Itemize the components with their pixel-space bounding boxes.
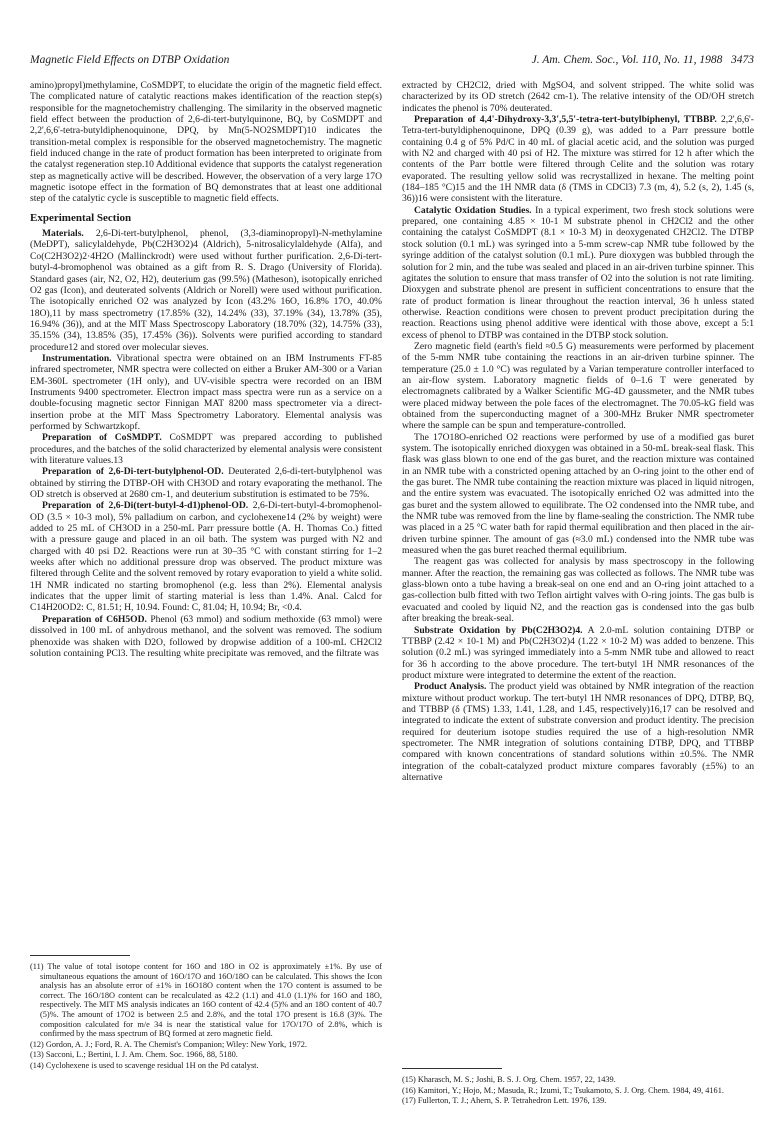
prep-cosmdpt-paragraph [30, 432, 382, 466]
footnotes-left [30, 962, 382, 1072]
prep-phenol-od-paragraph [30, 614, 382, 659]
zero-field-paragraph: Zero magnetic field (earth's field ≈0.5 G) measurements were performed by placement of the 5-mm NMR tube containing the reactions in an air-driven turbine spinner. The temperature (25.0 ± 1.0 °C) was regulated by a Varian temperature controller interfaced to an air-flow system. Laboratory magnetic fields of 0–1.6 T were generated by electromagnets calibrated by a Walker Scientific MG-4D gaussmeter, and the NMR tubes were placed midway between the pole faces of the electromagnet. The 70.05-kG field was obtained from the superconducting magnet of a 300-MHz Bruker NMR spectrometer where the sample can be spun and temperature-controlled. [402, 340, 754, 432]
catalytic-paragraph [402, 205, 754, 341]
running-title: Magnetic Field Effects on DTBP Oxidation [30, 54, 230, 66]
substrate-paragraph [402, 625, 754, 682]
materials-heading: Materials. [42, 228, 84, 240]
page-number: 3473 [731, 54, 754, 66]
intro-paragraph: amino)propyl)methylamine, CoSMDPT, to elucidate the origin of the magnetic field effect. The complicated nature of catalytic reactions makes identification of the reaction step(s) responsible for the magnetochemistry challenging. The similarity in the observed magnetic field effect between the production of 2,6-di-tert-butylquinone, BQ, by CoSMDPT and 2,2',6,6'-tetra-butyldiphenoquinone, DPQ, by Mn(5-NO2SMDPT)10 indicates the transition-metal complex is responsible for the observed magnetochemistry. The magnetic field induced change in the rate of product formation has been interpreted to originate from the catalyst regeneration step.10 Additional evidence that supports the catalyst regeneration step as magnetically active will be described. However, the observation of a very large 17O magnetic isotope effect in the formation of BQ demonstrates that at least one additional step of the catalytic cycle is susceptible to magnetic field effects. [30, 80, 382, 205]
journal-citation [532, 54, 754, 66]
running-header [30, 54, 754, 70]
footnote-11: (11) The value of total isotope content for 16O and 18O in O2 is approximately ±1%. By use of simultaneous equations the amount of 16O/17O and 16O/18O can be calculated. This shows the Icon analysis has an absolute error of ±1% in 16O18O content when the 17O content is assumed to be correct. The 16O/18O content can be recalculated as 42.2 (1.1) and 41.0 (1.1)% for 16O and 18O, respectively. The MIT MS analysis indicates an 16O content of 42.4 (5)% and an 18O content of 40.7 (5)%. The amount of 17O2 is between 2.5 and 2.8%, and the total 17O present is 16.8 (3)%. The composition calculated for m/e 34 is near the statistical value for 17O/17O of 2.8%, which is confirmed by the mass spectrum of BQ formed at zero magnetic field. [30, 962, 382, 1039]
catalytic-heading: Catalytic Oxidation Studies. [414, 204, 532, 216]
journal-name: J. Am. Chem. Soc., Vol. 110, No. 11, 1988 [531, 54, 723, 66]
continued-paragraph: extracted by CH2Cl2, dried with MgSO4, and solvent stripped. The white solid was characterized by its OD stretch (2642 cm-1). The relative intensity of the OD/OH stretch indicates the phenol is 70% deuterated. [402, 80, 754, 114]
substrate-text: A 2.0-mL solution containing DTBP or TTBBP (2.42 × 10-1 M) and Pb(C2H3O2)4 (1.22 × 10-2 M) was added to benzene. This solution (0.2 mL) was syringed immediately into a 5-mm NMR tube and allowed to react for 36 h according to the above procedure. The tert-butyl 1H NMR resonances of the product mixture were integrated to determine the extent of the reaction. [402, 624, 754, 681]
product-paragraph [402, 681, 754, 783]
footnote-14: (14) Cyclohexene is used to scavenge residual 1H on the Pd catalyst. [30, 1060, 259, 1070]
materials-text: 2,6-Di-tert-butylphenol, phenol, (3,3-diaminopropyl)-N-methylamine (MeDPT), salicylaldehyde, Pb(C2H3O2)4 (Aldrich), 5-nitrosalicylaldehyde (Alfa), and Co(C2H3O2)2·4H2O (Mallinckrodt) were used without further purification. 2,6-Di-tert-butyl-4-bromophenol was obtained as a gift from R. S. Drago (University of Florida). Standard gases (air, N2, O2, H2), deuterium gas (99.5%) (Matheson), isotopically enriched O2 gas (Icon), and deuterated solvents (Aldrich or Norell) were used without purification. The isotopically enriched O2 was analyzed by Icon (43.2% 16O, 16.8% 17O, 40.0% 18O),11 by mass spectrometry (17.85% (32), 14.24% (33), 37.19% (34), 13.78% (35), 16.94% (36)), and at the MIT Mass Spectroscopy Laboratory (18.70% (32), 14.75% (33), 35.15% (34), 13.85% (35), 17.45% (36)). Solvents were purified according to standard procedure12 and stored over molecular sieves. [30, 228, 382, 353]
footnotes-right [402, 1075, 754, 1107]
prep-dtbp-d1-heading: Preparation of 2,6-Di(tert-butyl-4-d1)phenol-OD. [42, 500, 249, 512]
reagent-gas-paragraph: The reagent gas was collected for analysis by mass spectroscopy in the following manner. After the reaction, the remaining gas was collected as follows. The NMR tube was glass-blown onto a tube having a break-seal on one end and an O-ring joint attached to a gas-collection bulb fitted with two Teflon airtight valves with O-ring joints. The gas bulb is evacuated and cooled by liquid N2, and the reaction gas is condensed into the gas bulb after breaking the break-seal. [402, 556, 754, 625]
footnote-15: (15) Kharasch, M. S.; Joshi, B. S. J. Org. Chem. 1957, 22, 1439. [402, 1075, 616, 1084]
prep-cosmdpt-heading: Preparation of CoSMDPT. [42, 432, 162, 444]
instrumentation-heading: Instrumentation. [42, 352, 112, 364]
prep-phenol-od-heading: Preparation of C6H5OD. [42, 613, 147, 625]
prep-dtbp-d1-paragraph [30, 500, 382, 613]
footnote-13: (13) Sacconi, L.; Bertini, I. J. Am. Chem. Soc. 1966, 88, 5180. [30, 1050, 238, 1060]
catalytic-text: In a typical experiment, two fresh stock solutions were prepared, one containing 4.85 × 10-1 M substrate phenol in CH2Cl2 and the other containing the catalyst CoSMDPT (8.1 × 10-3 M) in deoxygenated CH2Cl2. The DTBP stock solution (0.1 mL) was syringed into a 5-mm screw-cap NMR tube followed by the syringe addition of the catalyst solution (0.1 mL). Pure dioxygen was bubbled through the solution for 2 min, and the tube was sealed and placed in an air-driven turbine spinner. This agitates the solution to ensure that mass transfer of O2 into the solution is not rate limiting. Dioxygen and substrate phenol are present in sufficient concentrations to ensure that the rate of product formation is linear throughout the reaction interval, 36 h unless stated otherwise. Reaction conditions were chosen to prevent product precipitation during the reaction. Reactions using phenol additive were identical with those above, except a 5:1 excess of phenol to DTBP was contained in the DTBP stock solution. [402, 204, 754, 341]
footnote-divider-left [30, 955, 130, 956]
product-text: The product yield was obtained by NMR integration of the reaction mixture without product workup. The tert-butyl 1H NMR resonances of DPQ, DTBP, BQ, and TTBBP (δ (TMS) 1.33, 1.41, 1.28, and 1.45, respectively)16,17 can be resolved and integrated to indicate the extent of substrate conversion and product identity. The precision required for deuterium isotope studies required the use of a high-resolution NMR spectrometer. The NMR integration of solutions containing DTBP, DPQ, and TTBBP compared with known concentrations of standard solutions within ±0.5%. The NMR integration of the cobalt-catalyzed product mixture compares favorably (±5%) to an alternative [402, 681, 754, 783]
prep-dtbp-od-heading: Preparation of 2,6-Di-tert-butylphenol-OD. [42, 466, 224, 478]
footnote-12: (12) Gordon, A. J.; Ford, R. A. The Chemist's Companion; Wiley: New York, 1972. [30, 1039, 307, 1049]
o17-paragraph: The 17O18O-enriched O2 reactions were performed by use of a modified gas buret system. The isotopically enriched dioxygen was obtained in a 50-mL break-seal flask. This flask was glass blown to one end of the gas buret, and the reaction mixture was contained in an NMR tube with a constricted opening attached by an O-ring joint to the other end of the gas buret. The NMR tube containing the reaction mixture was placed in liquid nitrogen, and the entire system was evacuated. The isotopically enriched O2 was admitted into the gas buret and the system allowed to equilibrate. The O2 condensed into the NMR tube, and the NMR tube was removed from the line by flame-sealing the constriction. The NMR tube was placed in a 25 °C water bath for rapid thermal equilibration and then placed in the air-driven turbine spinner. The amount of gas (≈3.0 mL) condensed into the NMR tube was measured when the gas buret reached thermal equilibrium. [402, 431, 754, 557]
instrumentation-paragraph [30, 353, 382, 432]
right-column [402, 80, 754, 783]
prep-dtbp-od-paragraph [30, 466, 382, 500]
prep-ttbbp-paragraph [402, 114, 754, 205]
left-column [30, 80, 382, 659]
prep-dtbp-d1-text: 2,6-Di-tert-butyl-4-bromophenol-OD (3.5 × 10-3 mol), 5% palladium on carbon, and cyclohexene14 (2% by weight) were added to 25 mL of CH3OD in a 250-mL Parr pressure bottle (A. H. Thomas Co.) fitted with a pressure gauge and placed in an oil bath. The system was purged with N2 and charged with 40 psi D2. Reactions were run at 30–35 °C with constant stirring for 1–2 weeks after which no additional pressure drop was observed. The product mixture was filtered through Celite and the solvent removed by rotary evaporation to yield a white solid. 1H NMR indicated no starting bromophenol (e.g. less than 2%). Elemental analysis indicates that the upper limit of starting material is less than 1.4%. Anal. Calcd for C14H20OD2: C, 81.51; H, 10.94. Found: C, 81.04; H, 10.94; Br, <0.4. [30, 500, 382, 614]
substrate-heading: Substrate Oxidation by Pb(C2H3O2)4. [414, 624, 583, 636]
footnote-17: (17) Fullerton, T. J.; Ahern, S. P. Tetrahedron Lett. 1976, 139. [402, 1096, 607, 1106]
prep-dtbp-od-text: Deuterated 2,6-di-tert-butylphenol was obtained by stirring the DTBP-OH with CH3OD and rotary evaporating the methanol. The OD stretch is observed at 2680 cm-1, and deuterium substitution is estimated to be 75%. [30, 466, 383, 501]
footnote-16: (16) Kamitori, Y.; Hojo, M.; Masuda, R.; Izumi, T.; Tsukamoto, S. J. Org. Chem. 1984, 49, 4161. [402, 1085, 724, 1095]
instrumentation-text: Vibrational spectra were obtained on an IBM Instruments FT-85 infrared spectrometer, NMR spectra were collected on either a Bruker AM-300 or a Varian EM-360L spectrometer (1H only), and UV-visible spectra were recorded on an IBM Instruments 9400 spectrometer. Electron impact mass spectra were run as a service on a double-focusing magnetic sector Finnigan MAT 8200 mass spectrometer via a direct-insertion probe at the MIT Mass Spectrometry Laboratory. Elemental analysis was performed by Schwartzkopf. [30, 352, 382, 432]
prep-ttbbp-text: 2,2',6,6'-Tetra-tert-butyldiphenoquinone, DPQ (0.39 g), was added to a Parr pressure bottle containing 0.4 g of 5% Pd/C in 40 mL of glacial acetic acid, and the solution was purged with N2 and charged with 40 psi of H2. The mixture was stirred for 12 h after which the contents of the Parr bottle were filtered through Celite and the solution was rotary evaporated. The resulting yellow solid was recrystallized in hexane. The melting point (184–185 °C)15 and the 1H NMR data (δ (TMS in CDCl3) 7.3 (m, 4), 5.2 (s, 2), 1.45 (s, 36))16 were consistent with the literature. [402, 114, 754, 205]
section-title: Experimental Section [30, 211, 132, 224]
prep-ttbbp-heading: Preparation of 4,4'-Dihydroxy-3,3',5,5'-tetra-tert-butylbiphenyl, TTBBP. [414, 114, 717, 126]
footnote-divider-right [402, 1068, 502, 1069]
prep-cosmdpt-text: CoSMDPT was prepared according to published procedures, and the batches of the solid characterized by elemental analysis were consistent with literature values.13 [30, 432, 382, 466]
product-heading: Product Analysis. [414, 681, 487, 693]
prep-phenol-od-text: Phenol (63 mmol) and sodium methoxide (63 mmol) were dissolved in 100 mL of anhydrous methanol, and the solvent was removed. The sodium phenoxide was shaken with D2O, followed by dropwise addition of a 100-mL CH2Cl2 solution containing PCl3. The resulting white precipitate was removed, and the filtrate was [30, 613, 382, 659]
materials-paragraph [30, 228, 382, 353]
